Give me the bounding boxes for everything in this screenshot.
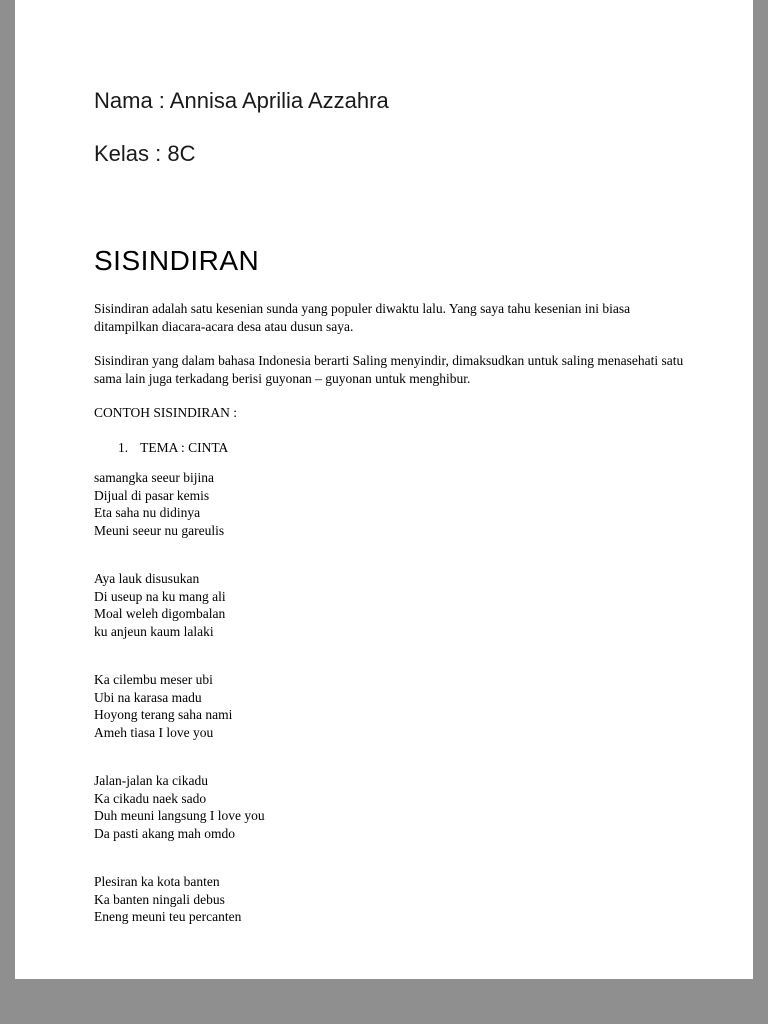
definition-paragraph: Sisindiran yang dalam bahasa Indonesia berarti Saling menyindir, dimaksudkan untuk saling menasehati satu sama lain juga terkadang berisi guyonan – guyonan untuk menghibur. bbox=[94, 353, 684, 386]
list-number: 1. bbox=[118, 439, 129, 455]
stanza-line: Meuni seeur nu gareulis bbox=[94, 522, 225, 538]
example-list-item bbox=[118, 439, 691, 457]
stanza-line: Duh meuni langsung I love you bbox=[94, 808, 265, 823]
student-name-line: Nama : Annisa Aprilia Azzahra bbox=[94, 88, 389, 113]
stanza-line: Ka cikadu naek sado bbox=[94, 790, 207, 806]
stanza-line: Hoyong terang saha nami bbox=[94, 707, 233, 722]
stanza-4 bbox=[94, 772, 691, 842]
stanza-line: Moal weleh digombalan bbox=[94, 606, 226, 621]
tema-label: TEMA : CINTA bbox=[140, 439, 229, 455]
contoh-heading: CONTOH SISINDIRAN : bbox=[94, 405, 238, 420]
stanza-3 bbox=[94, 671, 691, 741]
document-content bbox=[15, 0, 753, 926]
student-class-line: Kelas : 8C bbox=[94, 141, 196, 166]
stanza-5 bbox=[94, 873, 691, 926]
stanza-line: Da pasti akang mah omdo bbox=[94, 825, 235, 841]
stanza-line: ku anjeun kaum lalaki bbox=[94, 623, 214, 639]
stanza-1 bbox=[94, 469, 691, 539]
intro-paragraph: Sisindiran adalah satu kesenian sunda yang populer diwaktu lalu. Yang saya tahu kesenian ini biasa ditampilkan diacara-acara desa atau dusun saya. bbox=[94, 301, 631, 334]
stanza-line: Aya lauk disusukan bbox=[94, 571, 200, 586]
stanza-line: Ka cilembu meser ubi bbox=[94, 672, 213, 687]
stanza-line: Jalan-jalan ka cikadu bbox=[94, 773, 208, 788]
stanza-line: Ameh tiasa I love you bbox=[94, 724, 214, 740]
stanza-line: Dijual di pasar kemis bbox=[94, 487, 210, 503]
stanza-line: Ubi na karasa madu bbox=[94, 689, 202, 705]
document-page bbox=[15, 0, 753, 979]
stanza-line: Eta saha nu didinya bbox=[94, 505, 201, 520]
document-title: SISINDIRAN bbox=[94, 245, 260, 276]
stanza-line: Ka banten ningali debus bbox=[94, 891, 225, 907]
stanza-line: Eneng meuni teu percanten bbox=[94, 909, 242, 924]
stanza-line: Plesiran ka kota banten bbox=[94, 874, 220, 889]
stanza-line: Di useup na ku mang ali bbox=[94, 588, 226, 604]
stanza-2 bbox=[94, 570, 691, 640]
stanza-line: samangka seeur bijina bbox=[94, 470, 214, 485]
